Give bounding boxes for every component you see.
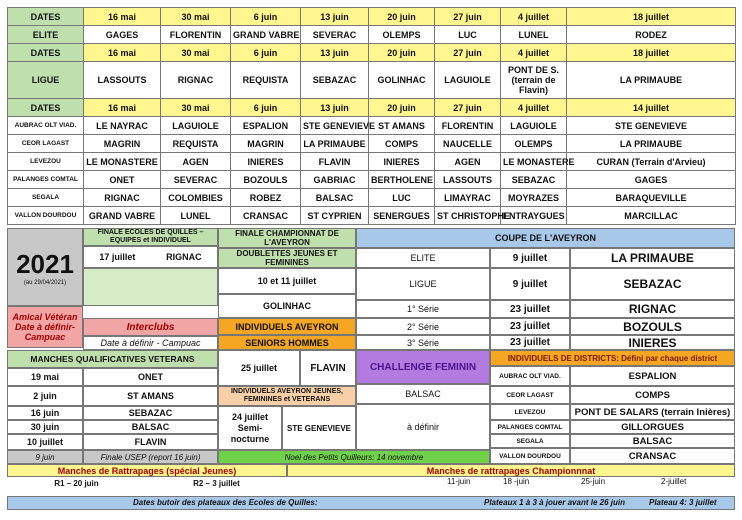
date-cell: 30 mai <box>161 99 231 117</box>
coupe-date: 23 juillet <box>490 318 570 335</box>
date-cell: 4 juillet <box>501 99 567 117</box>
date-cell: 4 juillet <box>501 44 567 62</box>
veteran-date: 16 juin <box>7 406 83 420</box>
venue-cell: CURAN (Terrain d'Arvieu) <box>567 153 736 171</box>
date-cell: 20 juin <box>369 99 435 117</box>
indiv-district-place: CRANSAC <box>570 448 735 464</box>
row-ligue <box>8 62 736 99</box>
venue-cell: LASSOUTS <box>435 171 501 189</box>
venue-cell: NAUCELLE <box>435 135 501 153</box>
venue-cell: ESPALION <box>231 117 301 135</box>
coupe-category: 2° Série <box>356 318 490 335</box>
venue-cell <box>301 26 369 44</box>
date-cell: 16 mai <box>84 8 161 26</box>
date-cell: 20 juin <box>369 8 435 26</box>
venue-cell: LAGUIOLE <box>161 117 231 135</box>
rattrapage-r1: R1 – 20 juin <box>54 479 99 488</box>
venue-name: LASSOUTS <box>97 75 147 85</box>
dates-row-ligue <box>8 44 736 62</box>
veteran-place: ONET <box>83 368 218 386</box>
coupe-place: LA PRIMAUBE <box>570 248 735 268</box>
venue-cell: LE NAYRAC <box>84 117 161 135</box>
district-label: VALLON DOURDOU <box>8 207 84 225</box>
venue-cell: CRANSAC <box>231 207 301 225</box>
finale-champ-place: GOLINHAC <box>218 294 356 318</box>
date-cell: 13 juin <box>301 8 369 26</box>
venue-name: PONT DE S. (terrain de Flavin) <box>507 65 559 95</box>
venue-cell: ENTRAYGUES <box>501 207 567 225</box>
venue-cell: SENERGUES <box>369 207 435 225</box>
interclubs-sub: Date à définir - Campuac <box>83 336 218 350</box>
finale-champ-sub: DOUBLETTES JEUNES ET FEMININES <box>218 248 356 268</box>
venue-cell: STE GENEVIEVE <box>567 117 736 135</box>
date-cell: 6 juin <box>231 99 301 117</box>
venue-name: FLORENTIN <box>169 29 222 40</box>
noel-bar: Noel des Petits Quilleurs: 14 novembre <box>218 450 490 464</box>
venue-name: RIGNAC <box>177 75 214 85</box>
venue-cell <box>567 62 736 99</box>
venue-cell <box>369 26 435 44</box>
butoir-p13: Plateaux 1 à 3 à jouer avant le 26 juin <box>484 498 625 507</box>
venue-name: LUNEL <box>518 29 549 40</box>
indiv-district-place: BALSAC <box>570 434 735 448</box>
row-district <box>8 135 736 153</box>
indiv-district-label: LEVEZOU <box>490 404 570 420</box>
veteran-place: BALSAC <box>83 420 218 434</box>
dates-label: DATES <box>8 99 84 117</box>
venue-cell: LA PRIMAUBE <box>301 135 369 153</box>
venue-cell: INIERES <box>231 153 301 171</box>
row-district <box>8 207 736 225</box>
venue-name: GAGES <box>105 29 139 40</box>
indiv-district-label: AUBRAC OLT VIAD. <box>490 366 570 386</box>
venue-cell: LUNEL <box>161 207 231 225</box>
coupe-category: ELITE <box>356 248 490 268</box>
indiv-jeunes-date: 24 juillet Semi-nocturne <box>218 406 282 450</box>
venue-cell <box>435 26 501 44</box>
date-cell: 6 juin <box>231 44 301 62</box>
venue-cell: ST CYPRIEN <box>301 207 369 225</box>
date-cell: 20 juin <box>369 44 435 62</box>
date-cell: 4 juillet <box>501 8 567 26</box>
indiv-aveyron-sub: SENIORS HOMMES <box>218 335 356 350</box>
district-label: PALANGES COMTAL <box>8 171 84 189</box>
venue-cell: REQUISTA <box>161 135 231 153</box>
year-note: (au 29/04/2021) <box>23 279 67 286</box>
dates-row-districts <box>8 99 736 117</box>
usep-note: Finale USEP (report 16 juin) <box>83 450 218 464</box>
rattrapage-champ-title: Manches de rattrapages Championnnat <box>287 464 735 477</box>
butoir-p4: Plateau 4: 3 juillet <box>649 498 717 507</box>
venue-cell: LE MONASTERE <box>501 153 567 171</box>
venue-cell <box>231 62 301 99</box>
venue-cell: SEVERAC <box>161 171 231 189</box>
date-cell: 18 juillet <box>567 44 736 62</box>
coupe-category: 1° Série <box>356 300 490 318</box>
veteran-place: SEBAZAC <box>83 406 218 420</box>
row-district <box>8 153 736 171</box>
venue-name: RODEZ <box>635 29 667 40</box>
venue-cell: STE GENEVIEVE <box>301 117 369 135</box>
indiv-aveyron-title: INDIVIDUELS AVEYRON <box>218 318 356 335</box>
indiv-district-place: COMPS <box>570 386 735 404</box>
coupe-place: SEBAZAC <box>570 268 735 300</box>
rattrapage-champ-date-1: 11-juin <box>447 477 471 486</box>
venue-cell: LAGUIOLE <box>501 117 567 135</box>
challenge-title: CHALLENGE FEMININ <box>356 350 490 384</box>
rattrapage-champ-row <box>287 477 735 490</box>
rattrapage-r2: R2 – 3 juillet <box>193 479 240 488</box>
year-block <box>7 228 83 306</box>
finale-ecoles-date: 17 juillet <box>99 252 136 262</box>
veteran-place: ST AMANS <box>83 386 218 406</box>
venue-cell: MAGRIN <box>231 135 301 153</box>
date-cell: 30 mai <box>161 8 231 26</box>
indiv-jeunes-place: STE GENEVIEVE <box>282 406 356 450</box>
date-cell: 27 juin <box>435 44 501 62</box>
date-cell: 16 mai <box>84 99 161 117</box>
venue-cell: ROBEZ <box>231 189 301 207</box>
rattrapage-jeunes-title: Manches de Rattrapages (spécial Jeunes) <box>7 464 287 477</box>
district-label: CEOR LAGAST <box>8 135 84 153</box>
date-cell: 30 mai <box>161 44 231 62</box>
indiv-district-place: ESPALION <box>570 366 735 386</box>
indiv-aveyron-place: FLAVIN <box>300 350 356 386</box>
row-district <box>8 189 736 207</box>
venue-name: GOLINHAC <box>377 75 426 85</box>
venue-cell: RIGNAC <box>84 189 161 207</box>
coupe-date: 9 juillet <box>490 248 570 268</box>
venue-cell <box>84 62 161 99</box>
date-cell: 6 juin <box>231 8 301 26</box>
venue-cell: COMPS <box>369 135 435 153</box>
indiv-district-place: GILLORGUES <box>570 420 735 434</box>
row-label: LIGUE <box>8 62 84 99</box>
venue-cell <box>501 26 567 44</box>
veteran-place: FLAVIN <box>83 434 218 450</box>
row-label: ELITE <box>8 26 84 44</box>
venue-cell <box>161 26 231 44</box>
date-cell: 18 juillet <box>567 8 736 26</box>
venue-name: REQUISTA <box>242 75 289 85</box>
challenge-note: à définir <box>356 404 490 450</box>
veteran-date: 10 juillet <box>7 434 83 450</box>
district-label: AUBRAC OLT VIAD. <box>8 117 84 135</box>
finale-ecoles-place: RIGNAC <box>166 252 202 262</box>
row-district <box>8 117 736 135</box>
venue-cell <box>369 62 435 99</box>
indiv-district-place: PONT DE SALARS (terrain Inières) <box>570 404 735 420</box>
venue-cell: BALSAC <box>301 189 369 207</box>
rattrapage-jeunes-row <box>7 477 287 490</box>
venue-name: SEBAZAC <box>312 75 357 85</box>
venue-cell <box>84 26 161 44</box>
date-cell: 13 juin <box>301 44 369 62</box>
venue-cell <box>161 62 231 99</box>
date-cell: 13 juin <box>301 99 369 117</box>
finale-champ-date: 10 et 11 juillet <box>218 268 356 294</box>
venue-cell: GAGES <box>567 171 736 189</box>
indiv-jeunes-title: INDIVIDUELS AVEYRON JEUNES, FEMININES et VETERANS <box>218 386 356 406</box>
indiv-districts-title: INDIVIDUELS DE DISTRICTS: Défini par chaque district <box>490 350 735 366</box>
veteran-date: 2 juin <box>7 386 83 406</box>
venue-cell: OLEMPS <box>501 135 567 153</box>
venue-cell: GABRIAC <box>301 171 369 189</box>
venue-cell: ST AMANS <box>369 117 435 135</box>
finale-ecoles-title: FINALE ECOLES DE QUILLES – EQUIPES et INDIVIDUEL <box>83 228 218 246</box>
venue-cell: LE MONASTERE <box>84 153 161 171</box>
venue-name: OLEMPS <box>382 29 421 40</box>
venue-name: LA PRIMAUBE <box>619 75 683 85</box>
district-label: SEGALA <box>8 189 84 207</box>
amical-veteran: Amical Vétéran Date à définir- Campuac <box>7 306 83 348</box>
date-cell: 27 juin <box>435 8 501 26</box>
rattrapage-champ-date-2: 18 -juin <box>503 477 530 486</box>
dates-row-elite <box>8 8 736 26</box>
veterans-title: MANCHES QUALIFICATIVES VETERANS <box>7 350 218 368</box>
venue-cell <box>231 26 301 44</box>
venue-cell: MARCILLAC <box>567 207 736 225</box>
veteran-date: 19 mai <box>7 368 83 386</box>
venue-cell: INIERES <box>369 153 435 171</box>
usep-date: 9 juin <box>7 450 83 464</box>
coupe-date: 23 juillet <box>490 335 570 350</box>
year-title: 2021 <box>16 248 74 279</box>
venue-cell <box>567 26 736 44</box>
challenge-place: BALSAC <box>356 384 490 404</box>
venue-cell <box>301 62 369 99</box>
butoir-label: Dates butoir des plateaux des Ecoles de Quilles: <box>133 498 318 507</box>
date-cell: 16 mai <box>84 44 161 62</box>
venue-name: LAGUIOLE <box>444 75 491 85</box>
finale-champ-title: FINALE CHAMPIONNAT DE L'AVEYRON <box>218 228 356 248</box>
coupe-title: COUPE DE L'AVEYRON <box>356 228 735 248</box>
coupe-category: 3° Série <box>356 335 490 350</box>
row-elite <box>8 26 736 44</box>
coupe-date: 23 juillet <box>490 300 570 318</box>
venue-cell: AGEN <box>161 153 231 171</box>
date-cell: 27 juin <box>435 99 501 117</box>
veteran-date: 30 juin <box>7 420 83 434</box>
venue-cell: BERTHOLENE <box>369 171 435 189</box>
rattrapage-champ-date-3: 25-juin <box>581 477 606 486</box>
venue-cell: LA PRIMAUBE <box>567 135 736 153</box>
venue-cell: BOZOULS <box>231 171 301 189</box>
venue-name: LUC <box>458 29 477 40</box>
venue-cell: MOYRAZES <box>501 189 567 207</box>
butoir-bar <box>7 496 735 510</box>
coupe-date: 9 juillet <box>490 268 570 300</box>
venue-cell: SEBAZAC <box>501 171 567 189</box>
row-district <box>8 171 736 189</box>
venue-name: GRAND VABRE <box>233 29 300 40</box>
coupe-place: BOZOULS <box>570 318 735 335</box>
indiv-district-label: SEGALA <box>490 434 570 448</box>
venue-cell: FLORENTIN <box>435 117 501 135</box>
venue-cell: LUC <box>369 189 435 207</box>
coupe-place: INIERES <box>570 335 735 350</box>
indiv-aveyron-date: 25 juillet <box>218 350 300 386</box>
venue-cell: BARAQUEVILLE <box>567 189 736 207</box>
venue-cell: COLOMBIES <box>161 189 231 207</box>
venue-cell: LIMAYRAC <box>435 189 501 207</box>
venue-cell: MAGRIN <box>84 135 161 153</box>
venue-cell <box>501 62 567 99</box>
venue-name: SEVERAC <box>312 29 357 40</box>
venue-cell: AGEN <box>435 153 501 171</box>
dates-label: DATES <box>8 44 84 62</box>
venue-cell: ST CHRISTOPHE <box>435 207 501 225</box>
coupe-place: RIGNAC <box>570 300 735 318</box>
interclubs-title: Interclubs <box>83 318 218 336</box>
schedule-table <box>7 7 736 225</box>
district-label: LEVEZOU <box>8 153 84 171</box>
coupe-category: LIGUE <box>356 268 490 300</box>
indiv-district-label: VALLON DOURDOU <box>490 448 570 464</box>
indiv-district-label: CEOR LAGAST <box>490 386 570 404</box>
dates-label: DATES <box>8 8 84 26</box>
blank-green-cell <box>83 268 218 306</box>
indiv-district-label: PALANGES COMTAL <box>490 420 570 434</box>
venue-cell: FLAVIN <box>301 153 369 171</box>
rattrapage-champ-date-4: 2-juillet <box>661 477 687 486</box>
venue-cell <box>435 62 501 99</box>
venue-cell: ONET <box>84 171 161 189</box>
venue-cell: GRAND VABRE <box>84 207 161 225</box>
date-cell: 14 juillet <box>567 99 736 117</box>
finale-ecoles-row <box>83 246 218 268</box>
